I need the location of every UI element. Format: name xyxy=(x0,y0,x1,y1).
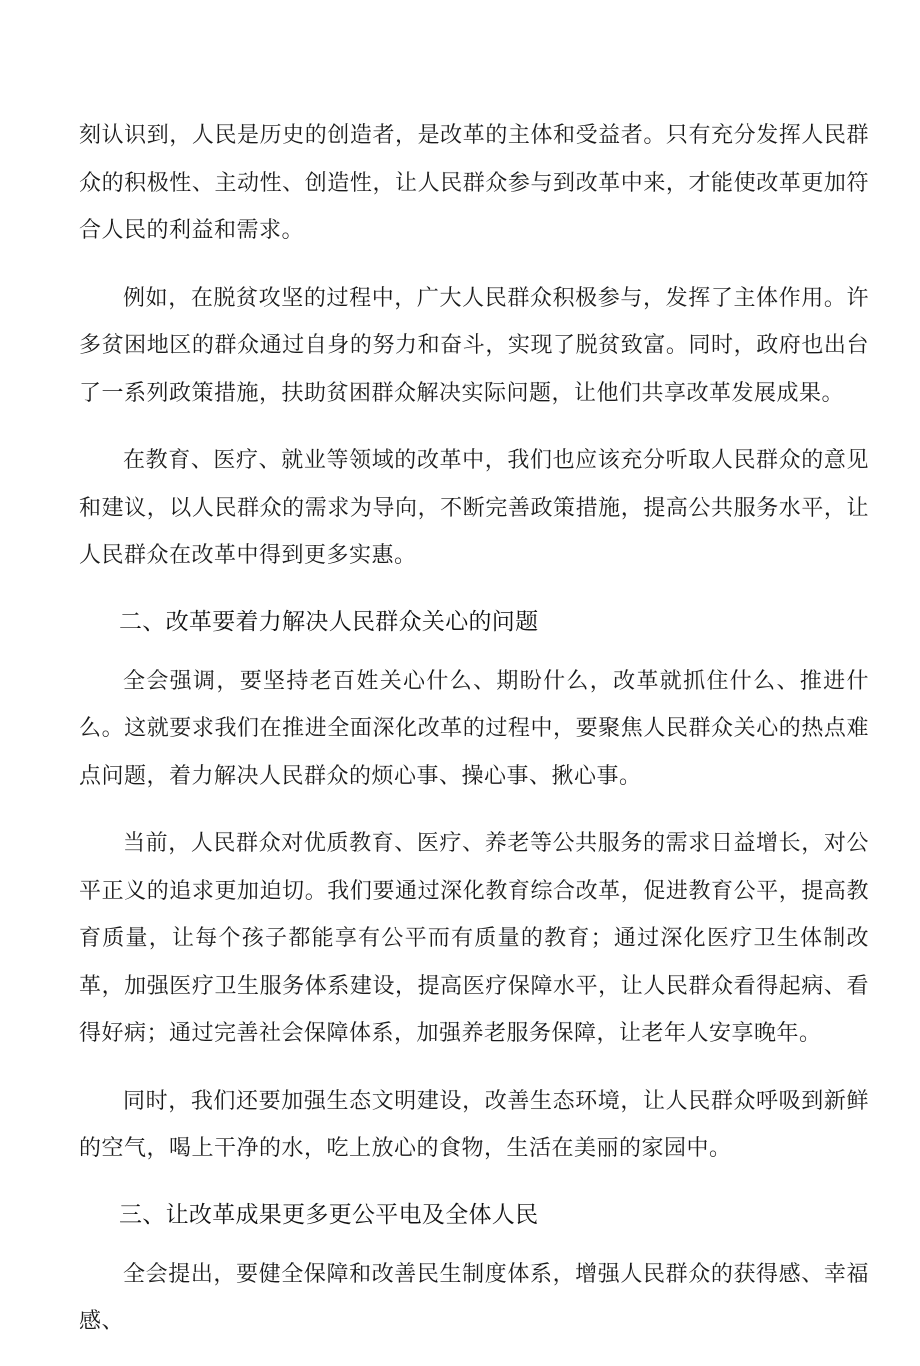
paragraph-plenum-emphasis: 全会强调，要坚持老百姓关心什么、期盼什么，改革就抓住什么、推进什么。这就要求我们在推进全面深化改革的过程中，要聚焦人民群众关心的热点难点问题，着力解决人民群众的烦心事、操心事、揪心事。 xyxy=(79,668,869,789)
paragraph-continued: 刻认识到，人民是历史的创造者，是改革的主体和受益者。只有充分发挥人民群众的积极性、主动性、创造性，让人民群众参与到改革中来，才能使改革更加符合人民的利益和需求。 xyxy=(79,123,869,243)
section-heading-3: 三、让改革成果更多更公平电及全体人民 xyxy=(119,1201,539,1228)
paragraph-public-services: 当前，人民群众对优质教育、医疗、养老等公共服务的需求日益增长，对公平正义的追求更加迫切。我们要通过深化教育综合改革，促进教育公平，提高教育质量，让每个孩子都能享有公平而有质量的教育；通过深化医疗卫生体制改革，加强医疗卫生服务体系建设，提高医疗保障水平，让人民群众看得起病、看得好病；通过完善社会保障体系，加强养老服务保障，让老年人安享晚年。 xyxy=(79,831,869,1046)
paragraph-ecology: 同时，我们还要加强生态文明建设，改善生态环境，让人民群众呼吸到新鲜的空气，喝上干净的水，吃上放心的食物，生活在美丽的家园中。 xyxy=(79,1088,869,1161)
paragraph-livelihood: 全会提出，要健全保障和改善民生制度体系，增强人民群众的获得感、幸福感、 xyxy=(79,1261,869,1334)
paragraph-poverty-example: 例如，在脱贫攻坚的过程中，广大人民群众积极参与，发挥了主体作用。许多贫困地区的群众通过自身的努力和奋斗，实现了脱贫致富。同时，政府也出台了一系列政策措施，扶助贫困群众解决实际问题，让他们共享改革发展成果。 xyxy=(79,285,869,406)
section-heading-2: 二、改革要着力解决人民群众关心的问题 xyxy=(119,608,539,635)
document-body xyxy=(79,112,869,1366)
paragraph-education-medical: 在教育、医疗、就业等领域的改革中，我们也应该充分听取人民群众的意见和建议，以人民群众的需求为导向，不断完善政策措施，提高公共服务水平，让人民群众在改革中得到更多实惠。 xyxy=(79,448,869,568)
